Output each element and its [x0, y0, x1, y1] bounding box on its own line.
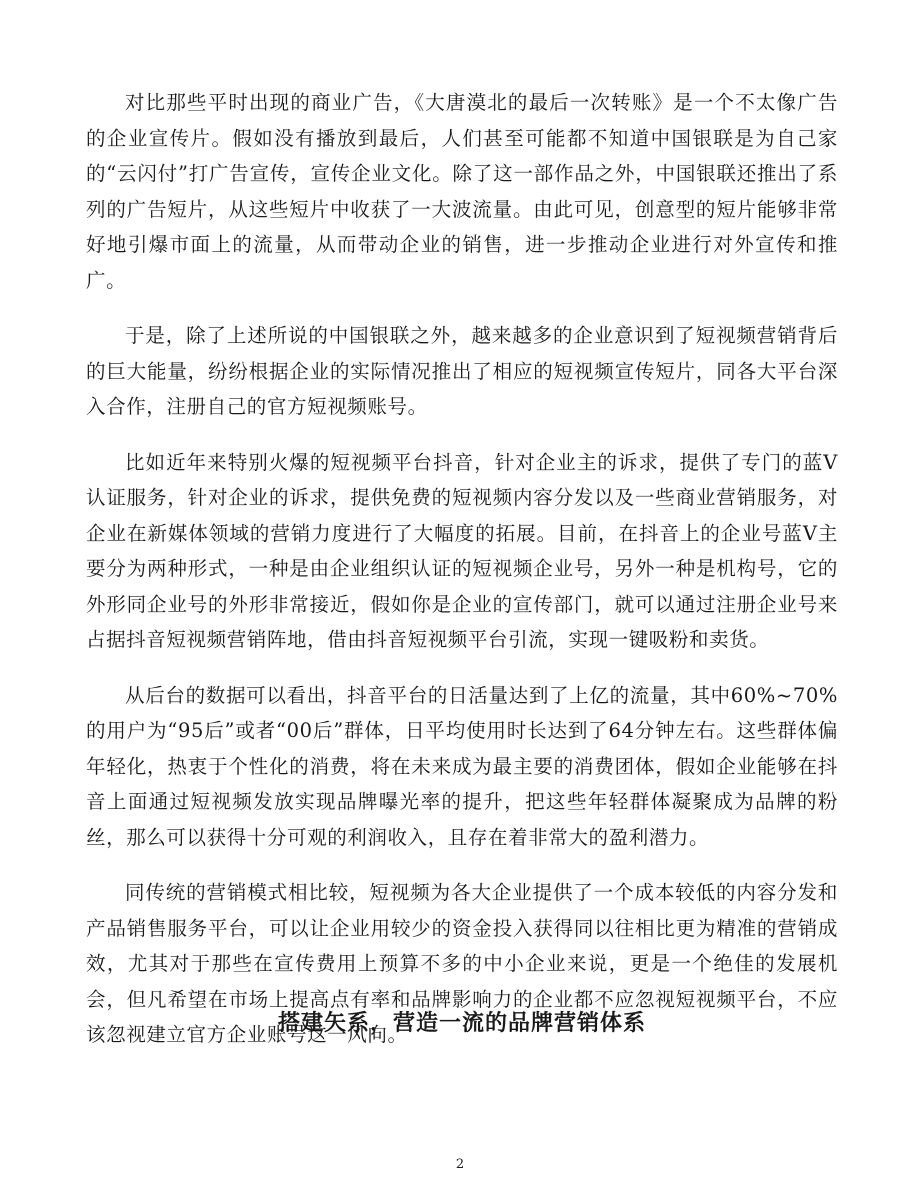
- page-number: 2: [455, 1157, 465, 1172]
- document-body: [86, 85, 838, 1073]
- paragraph-2: 于是，除了上述所说的中国银联之外，越来越多的企业意识到了短视频营销背后的巨大能量，纷纷根据企业的实际情况推出了相应的短视频宣传短片，同各大平台深入合作，注册自己的官方短视频账号。: [86, 324, 838, 418]
- paragraph-5: 同传统的营销模式相比较，短视频为各大企业提供了一个成本较低的内容分发和产品销售服务平台，可以让企业用较少的资金投入获得同以往相比更为精准的营销成效，尤其对于那些在宣传费用上预算不多的中小企业来说，更是一个绝佳的发展机会，但凡希望在市场上提高点有率和品牌影响力的企业都不应忽视短视频平台，不应该忽视建立官方企业账号这一风向。: [86, 881, 838, 1046]
- paragraph-1: 对比那些平时出现的商业广告，《大唐漠北的最后一次转账》是一个不太像广告的企业宣传片。假如没有播放到最后，人们甚至可能都不知道中国银联是为自己家的“云闪付”打广告宣传，宣传企业文化。除了这一部作品之外，中国银联还推出了系列的广告短片，从这些短片中收获了一大波流量。由此可见，创意型的短片能够非常好地引爆市面上的流量，从而带动企业的销售，进一步推动企业进行对外宣传和推广。: [86, 91, 838, 292]
- section-heading: 搭建矢系，营造一流的品牌营销体系: [277, 1010, 646, 1036]
- paragraph-3: 比如近年来特别火爆的短视频平台抖音，针对企业主的诉求，提供了专门的蓝V认证服务，针对企业的诉求，提供免费的短视频内容分发以及一些商业营销服务，对企业在新媒体领域的营销力度进行了大幅度的拓展。目前，在抖音上的企业号蓝V主要分为两种形式，一种是由企业组织认证的短视频企业号，另外一种是机构号，它的外形同企业号的外形非常接近，假如你是企业的宣传部门，就可以通过注册企业号来占据抖音短视频营销阵地，借由抖音短视频平台引流，实现一键吸粉和卖货。: [86, 450, 838, 651]
- paragraph-4: 从后台的数据可以看出，抖音平台的日活量达到了上亿的流量，其中60%~70%的用户为“95后”或者“00后”群体，日平均使用时长达到了64分钟左右。这些群体偏年轻化，热衷于个性化的消费，将在未来成为最主要的消费团体，假如企业能够在抖音上面通过短视频发放实现品牌曝光率的提升，把这些年轻群体凝聚成为品牌的粉丝，那么可以获得十分可观的利润收入，且存在着非常大的盈利潜力。: [86, 683, 838, 849]
